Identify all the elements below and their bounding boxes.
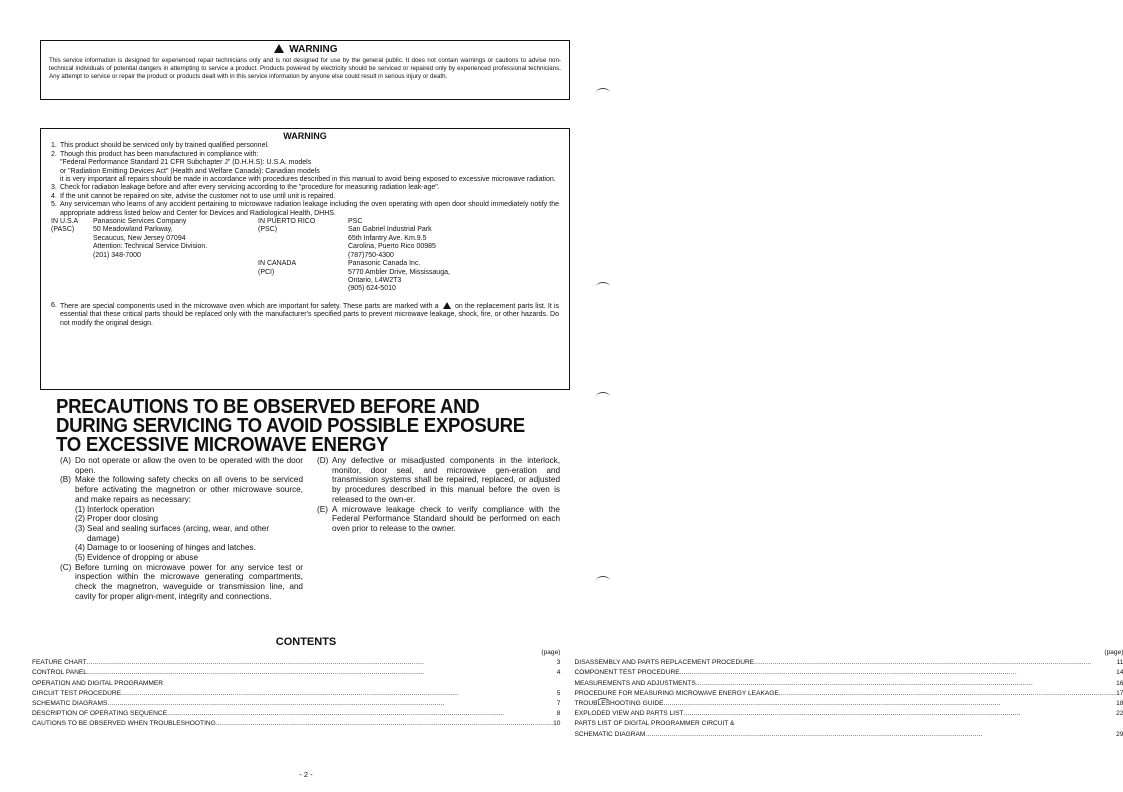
ca-line: 5770 Ambler Drive, Mississauga, xyxy=(348,268,450,276)
service-warning-box xyxy=(40,128,570,390)
toc-page-label: (page) xyxy=(1104,649,1123,656)
toc-entry[interactable]: PROCEDURE FOR MEASURING MICROWAVE ENERGY LEAKAGE ..... 17 xyxy=(574,689,1123,699)
ca-label: IN CANADA xyxy=(258,260,297,268)
toc-entry[interactable]: OPERATION AND DIGITAL PROGRAMMER xyxy=(32,679,164,687)
precaution-b-sub: (5) Evidence of dropping or abuse xyxy=(75,553,199,563)
toc-entry[interactable]: CAUTIONS TO BE OBSERVED WHEN TROUBLESHOOTING ..... 10 xyxy=(32,719,560,729)
toc-entry[interactable]: CONTROL PANEL ..... 4 xyxy=(32,668,560,678)
binding-hole-mark xyxy=(596,576,610,585)
precaution-b-sub: (4) Damage to or loosening of hinges and latches. xyxy=(75,543,256,553)
precaution-a: (A) Do not operate or allow the oven to be operated with the door open. xyxy=(60,456,303,475)
pr-line: 65th Infantry Ave. Km.9.5 xyxy=(348,234,427,242)
toc-left-column xyxy=(32,648,560,740)
usa-line: 50 Meadowland Parkway, xyxy=(93,226,173,234)
pr-line: Carolina, Puerto Rico 00985 xyxy=(348,243,436,251)
binding-hole-mark xyxy=(596,88,610,97)
toc-entry[interactable]: MEASUREMENTS AND ADJUSTMENTS ..... 16 xyxy=(574,679,1123,689)
general-warning-box xyxy=(40,40,570,100)
pr-line: San Gabriel Industrial Park xyxy=(348,226,432,234)
ca-line: Ontario, L4W2T3 xyxy=(348,276,402,284)
toc-entry[interactable]: SCHEMATIC DIAGRAMS ..... 7 xyxy=(32,699,560,709)
precautions-body xyxy=(60,456,560,602)
ca-line: (905) 624-5010 xyxy=(348,285,396,293)
precautions-left-column xyxy=(60,456,303,602)
toc-entry[interactable]: DESCRIPTION OF OPERATING SEQUENCE ..... 8 xyxy=(32,709,560,719)
toc-entry[interactable]: DISASSEMBLY AND PARTS REPLACEMENT PROCEDURE ..... 11 xyxy=(574,658,1123,668)
warning-item-1: 1. This product should be serviced only by trained qualified personnel. xyxy=(51,142,269,150)
toc-page-label: (page) xyxy=(541,649,561,656)
service-address-grid xyxy=(51,218,559,294)
usa-code: (PASC) xyxy=(51,226,75,234)
toc-entry[interactable]: TROUBLESHOOTING GUIDE ..... 18 xyxy=(574,699,1123,709)
toc-entry[interactable]: CIRCUIT TEST PROCEDURE ..... 5 xyxy=(32,689,560,699)
warning-item-3: 3. Check for radiation leakage before and after every servicing according to the "procedure for measuring radiation leak-age". xyxy=(51,184,440,192)
contents-title: CONTENTS xyxy=(275,636,337,648)
pr-code: (PSC) xyxy=(258,226,278,234)
warning-item-2-line: it is very important all repairs should be made in accordance with procedures described in this manual to avoid being exposed to excessive microwave radiation. xyxy=(60,176,556,184)
warning-item-5: 5. Any serviceman who learns of any accident pertaining to microwave radiation leakage including the oven operating with open door should immediately notify the appropriate address listed below and Center for Devices and Radiological Health, DHHS. xyxy=(51,201,559,217)
usa-line: Attention: Technical Service Division. xyxy=(93,243,208,251)
pr-label: IN PUERTO RICO xyxy=(258,218,316,226)
binding-hole-mark xyxy=(596,282,610,291)
usa-line: (201) 348-7000 xyxy=(93,251,141,259)
binding-hole-mark xyxy=(596,392,610,401)
pr-line: (787)750-4300 xyxy=(348,251,394,259)
binding-hole-mark xyxy=(596,698,610,707)
page-number: - 2 - xyxy=(299,770,313,779)
table-of-contents xyxy=(32,648,1123,740)
warning-item-6: 6. There are special components used in the microwave oven which are important for safety. These parts are marked with a on the replacement parts list. It is essential that these critical parts should be replaced only with the manufacturer's specified parts to prevent microwave leakage, shock, fire, or other hazards. Do not modify the original design. xyxy=(51,301,560,327)
toc-right-column xyxy=(574,648,1123,740)
precautions-right-column xyxy=(317,456,560,602)
service-warning-title: WARNING xyxy=(283,131,327,141)
ca-line: Panasonic Canada Inc. xyxy=(348,260,421,268)
warning-item-2-line: or "Radiation Emitting Devices Act" (Health and Welfare Canada): Canadian models xyxy=(60,167,320,175)
ca-code: (PCI) xyxy=(258,268,275,276)
warning-triangle-icon xyxy=(274,44,284,53)
toc-entry[interactable]: PARTS LIST OF DIGITAL PROGRAMMER CIRCUIT & xyxy=(574,720,735,728)
precaution-b-sub: (3) Seal and sealing surfaces (arcing, wear, and other damage) xyxy=(75,523,270,543)
precaution-b: (B) Make the following safety checks on all ovens to be serviced before activating the magnetron or other microwave source, and make repairs as necessary: xyxy=(60,475,303,504)
precaution-b-sub: (1) Interlock operation xyxy=(75,504,155,514)
precaution-e: (E) A microwave leakage check to verify compliance with the Federal Performance Standard should be performed on each oven prior to release to the owner. xyxy=(317,504,560,533)
warning-item-2: 2. Though this product has been manufactured in compliance with: xyxy=(51,150,259,158)
toc-entry[interactable]: EXPLODED VIEW AND PARTS LIST ..... 22 xyxy=(574,709,1123,719)
toc-entry[interactable]: SCHEMATIC DIAGRAM ..... 29 xyxy=(574,730,1123,740)
precaution-b-sub: (2) Proper door closing xyxy=(75,514,158,524)
toc-entry[interactable]: COMPONENT TEST PROCEDURE ..... 14 xyxy=(574,668,1123,678)
toc-entry[interactable]: FEATURE CHART ..... 3 xyxy=(32,658,560,668)
general-warning-text: This service information is designed for experienced repair technicians only and is not designed for use by the general public. It does not contain warnings or cautions to advise non-technical individuals of potential dangers in attempting to service a product. Products powered by electricity should be serviced or repaired only by experienced professional technicians. Any attempt to service or repair the product or products dealt with in this service information by anyone else could result in serious injury or death. xyxy=(49,57,561,81)
warning-item-4: 4. If the unit cannot be repaired on site, advise the customer not to use until unit is repaired. xyxy=(51,192,336,200)
warning-item-2-line: "Federal Performance Standard 21 CFR Subchapter J" (D.H.H.S): U.S.A. models xyxy=(60,159,312,167)
precaution-d: (D) Any defective or misadjusted components in the interlock, monitor, door seal, and microwave gen-eration and transmission systems shall be repaired, replaced, or adjusted by procedures described in this manual before the oven is released to the own-er. xyxy=(317,456,560,504)
warning-triangle-icon xyxy=(443,302,451,309)
usa-line: Panasonic Services Company xyxy=(93,218,187,226)
precaution-c: (C) Before turning on microwave power for any service test or inspection within the microwave generating compartments, check the magnetron, waveguide or transmission line, and cavity for proper align-ment, integrity and connections. xyxy=(60,562,303,601)
warning-list xyxy=(51,142,559,328)
usa-label: IN U.S.A xyxy=(51,218,79,226)
usa-line: Secaucus, New Jersey 07094 xyxy=(93,234,186,242)
pr-line: PSC xyxy=(348,218,363,226)
precautions-heading: PRECAUTIONS TO BE OBSERVED BEFORE AND DURING SERVICING TO AVOID POSSIBLE EXPOSURE TO EXCESSIVE MICROWAVE ENERGY xyxy=(56,396,525,456)
general-warning-title: WARNING xyxy=(49,44,561,55)
